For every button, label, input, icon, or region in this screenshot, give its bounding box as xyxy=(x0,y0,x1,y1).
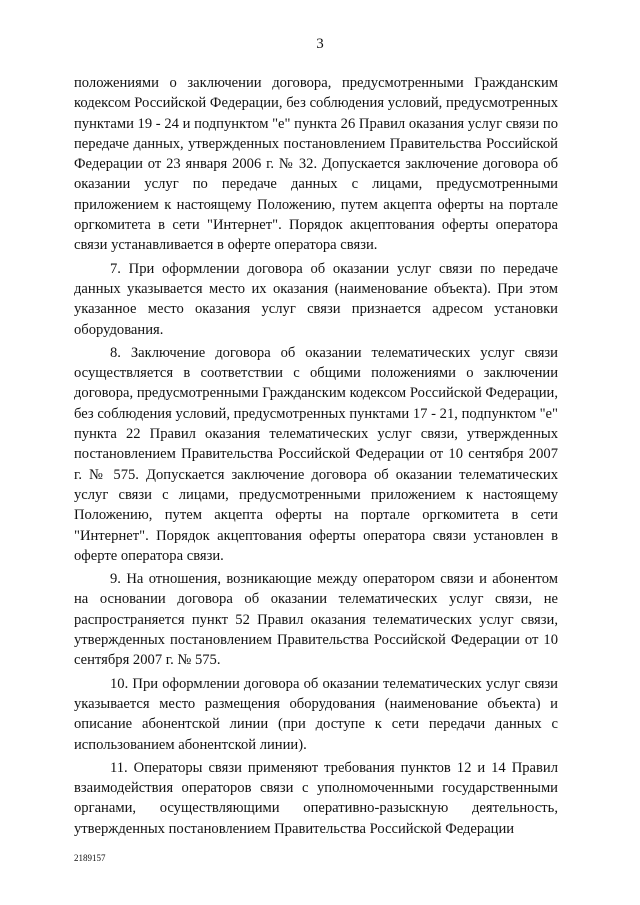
document-code: 2189157 xyxy=(74,853,106,863)
page-number: 3 xyxy=(316,36,324,52)
paragraph-item-7: 7. При оформлении договора об оказании услуг связи по передаче данных указывается место их оказания (наименование объекта). При этом указанное место оказания услуг связи признается адресом установки оборудования. xyxy=(74,260,558,338)
document-body xyxy=(74,73,558,842)
paragraph-item-9: 9. На отношения, возникающие между оператором связи и абонентом на основании договора об оказании телематических услуг связи, не распространяется пункт 52 Правил оказания телематических услуг связи, утвержденных постановлением Правительства Российской Федерации от 10 сентября 2007 г. № 575. xyxy=(74,571,558,669)
paragraph-item-8: 8. Заключение договора об оказании телематических услуг связи осуществляется в соответствии с общими положениями о заключении договора, предусмотренными Гражданским кодексом Российской Федерации, без соблюдения условий, предусмотренных пунктами 17 - 21, подпунктом "е" пункта 22 Правил оказания телематических услуг связи, утвержденных постановлением Правительства Российской Федерации от 10 сентября 2007 г. № 575. Допускается заключение договора об оказании телематических услуг связи с лицами, предусмотренными приложением к настоящему Положению, путем акцепта оферты на портале оргкомитета в сети "Интернет". Порядок акцептования оферты оператора связи установлен в оферте оператора связи. xyxy=(74,344,558,564)
paragraph-item-10: 10. При оформлении договора об оказании телематических услуг связи указывается место размещения оборудования (наименование объекта) и описание абонентской линии (при доступе к сети передачи данных с использованием абонентской линии). xyxy=(74,675,558,753)
paragraph-continuation: положениями о заключении договора, предусмотренными Гражданским кодексом Российской Федерации, без соблюдения условий, предусмотренных пунктами 19 - 24 и подпунктом "е" пункта 26 Правил оказания услуг связи по передаче данных, утвержденных постановлением Правительства Российской Федерации от 23 января 2006 г. № 32. Допускается заключение договора об оказании услуг по передаче данных с лицами, предусмотренными приложением к настоящему Положению, путем акцепта оферты на портале оргкомитета в сети "Интернет". Порядок акцептования оферты оператора связи устанавливается в оферте оператора связи. xyxy=(74,75,558,254)
paragraph-item-11: 11. Операторы связи применяют требования пунктов 12 и 14 Правил взаимодействия операторов связи с уполномоченными государственными органами, осуществляющими оперативно-разыскную деятельность, утвержденных постановлением Правительства Российской Федерации xyxy=(74,759,558,837)
